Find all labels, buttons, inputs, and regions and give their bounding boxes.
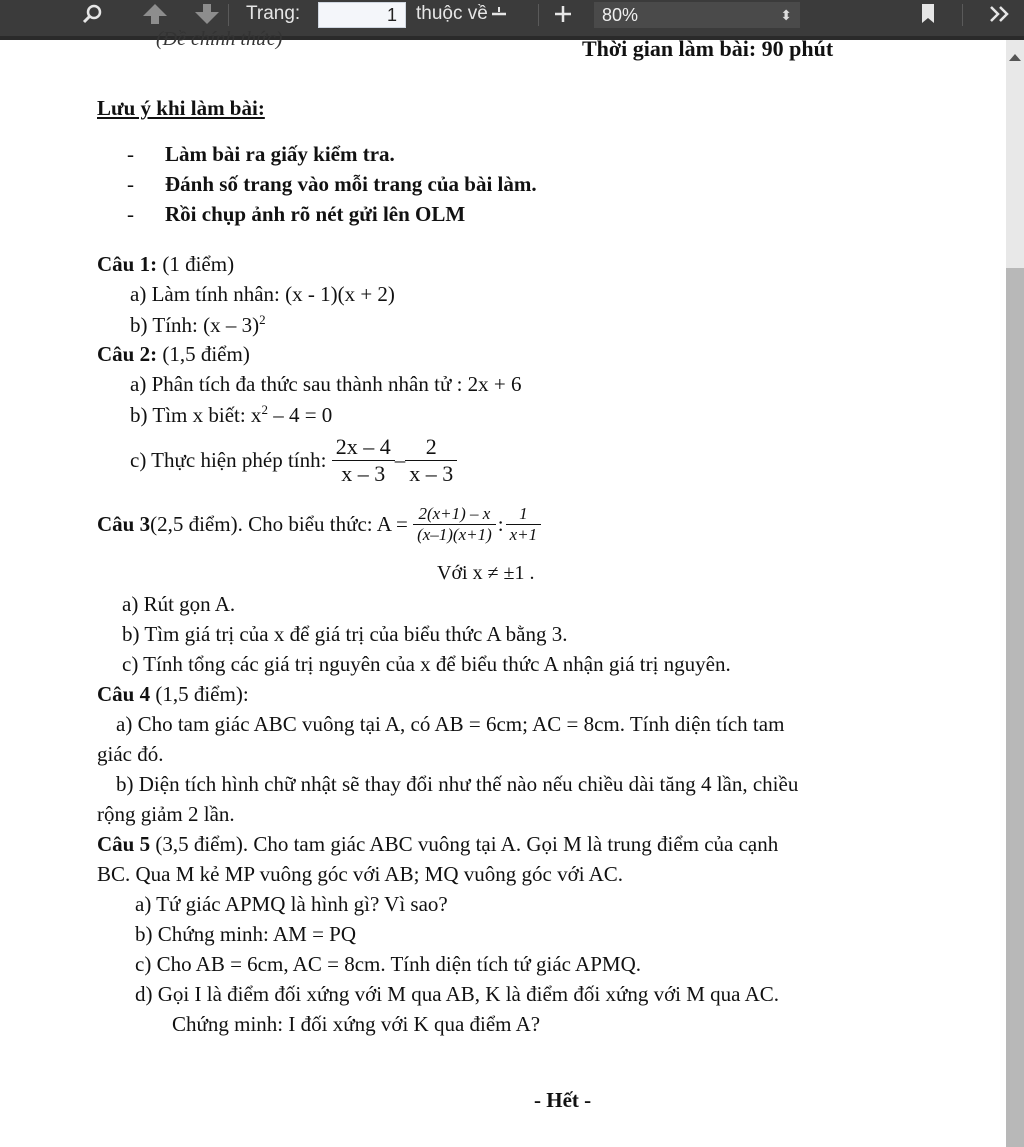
question-5d-cont: Chứng minh: I đối xứng với K qua điểm A? — [172, 1012, 541, 1036]
question-3-heading: Câu 3 (2,5 điểm). Cho biểu thức: A = $\frac{2(x+1) - x}{(x-1)(x+1)}$ : $\frac{1}{x+1}$ — [97, 496, 541, 552]
time-limit: Thời gian làm bài: 90 phút — [582, 36, 834, 61]
question-3c: c) Tính tổng các giá trị nguyên của x để biểu thức A nhận giá trị nguyên. — [122, 652, 731, 676]
next-page-icon[interactable] — [192, 0, 222, 28]
fraction: $\frac{2}{x - 3}$ — [405, 434, 457, 487]
bookmark-icon[interactable] — [920, 0, 936, 28]
scroll-up-arrow-icon[interactable] — [1009, 54, 1021, 61]
note-item: Rồi chụp ảnh rõ nét gửi lên OLM — [165, 202, 466, 226]
question-5a: a) Tứ giác APMQ là hình gì? Vì sao? — [135, 892, 448, 916]
notes-title: Lưu ý khi làm bài: — [97, 96, 265, 120]
zoom-out-icon[interactable] — [490, 5, 508, 23]
question-1-heading: Câu 1: (1 điểm) — [97, 252, 235, 276]
note-item: Làm bài ra giấy kiểm tra. — [165, 142, 395, 166]
fraction: $\frac{1}{x+1}$ — [506, 504, 542, 545]
document-page — [0, 28, 1006, 1147]
toolbar-separator — [228, 4, 229, 26]
zoom-in-icon[interactable] — [552, 0, 574, 28]
question-4a: a) Cho tam giác ABC vuông tại A, có AB = 6cm; AC = 8cm. Tính diện tích tam — [116, 712, 785, 736]
list-bullet: - — [127, 172, 134, 196]
previous-page-icon[interactable] — [140, 0, 170, 28]
question-2b: b) Tìm x biết: $x^2 - 4 = 0$ — [130, 402, 333, 427]
more-tools-icon[interactable] — [988, 0, 1012, 28]
toolbar-separator — [538, 4, 539, 26]
question-4-heading: Câu 4 (1,5 điểm): — [97, 682, 249, 706]
zoom-select[interactable]: 80% ⬍ — [594, 2, 800, 28]
end-marker: - Hết - — [534, 1088, 592, 1112]
search-icon[interactable] — [82, 0, 104, 28]
question-1a: a) Làm tính nhân: (x - 1)(x + 2) — [130, 282, 395, 306]
question-3a: a) Rút gọn A. — [122, 592, 236, 616]
question-4b: b) Diện tích hình chữ nhật sẽ thay đổi như thế nào nếu chiều dài tăng 4 lần, chiều — [116, 772, 799, 796]
question-4b-cont: rộng giảm 2 lần. — [97, 802, 235, 826]
fraction: $\frac{2(x+1) - x}{(x-1)(x+1)}$ — [413, 504, 496, 545]
toolbar-separator — [962, 4, 963, 26]
question-4a-cont: giác đó. — [97, 742, 164, 766]
note-item: Đánh số trang vào mỗi trang của bài làm. — [165, 172, 537, 196]
list-bullet: - — [127, 202, 134, 226]
page-number-input[interactable]: 1 — [318, 2, 406, 28]
question-5-heading: Câu 5 (3,5 điểm). Cho tam giác ABC vuông tại A. Gọi M là trung điểm của cạnh — [97, 832, 779, 856]
question-5-intro: BC. Qua M kẻ MP vuông góc với AB; MQ vuông góc với AC. — [97, 862, 624, 886]
question-3b: b) Tìm giá trị của x để giá trị của biểu thức A bằng 3. — [122, 622, 568, 646]
question-5b: b) Chứng minh: AM = PQ — [135, 922, 357, 946]
question-5c: c) Cho AB = 6cm, AC = 8cm. Tính diện tích tứ giác APMQ. — [135, 952, 641, 976]
fraction: $\frac{2x - 4}{x - 3}$ — [332, 434, 395, 487]
question-2c: c) Thực hiện phép tính: $\frac{2x - 4}{x - 3}$ – $\frac{2}{x - 3}$ — [130, 430, 457, 490]
question-2a: a) Phân tích đa thức sau thành nhân tử : 2x + 6 — [130, 372, 522, 396]
question-1b: b) Tính: (x – 3)$^2$ — [130, 312, 266, 337]
document-status: (Đề chính thức) — [156, 28, 283, 50]
question-5d: d) Gọi I là điểm đối xứng với M qua AB, K là điểm đối xứng với M qua AC. — [135, 982, 780, 1006]
list-bullet: - — [127, 142, 134, 166]
page-label: Trang: — [246, 3, 301, 24]
scrollbar-thumb[interactable] — [1006, 268, 1024, 1147]
pdf-toolbar — [0, 0, 1024, 40]
select-caret-icon: ⬍ — [780, 7, 792, 23]
page-total-label: thuộc về — [416, 0, 508, 28]
question-3-condition: Với x ≠ ±1 . — [437, 562, 535, 584]
question-2-heading: Câu 2: (1,5 điểm) — [97, 342, 250, 366]
